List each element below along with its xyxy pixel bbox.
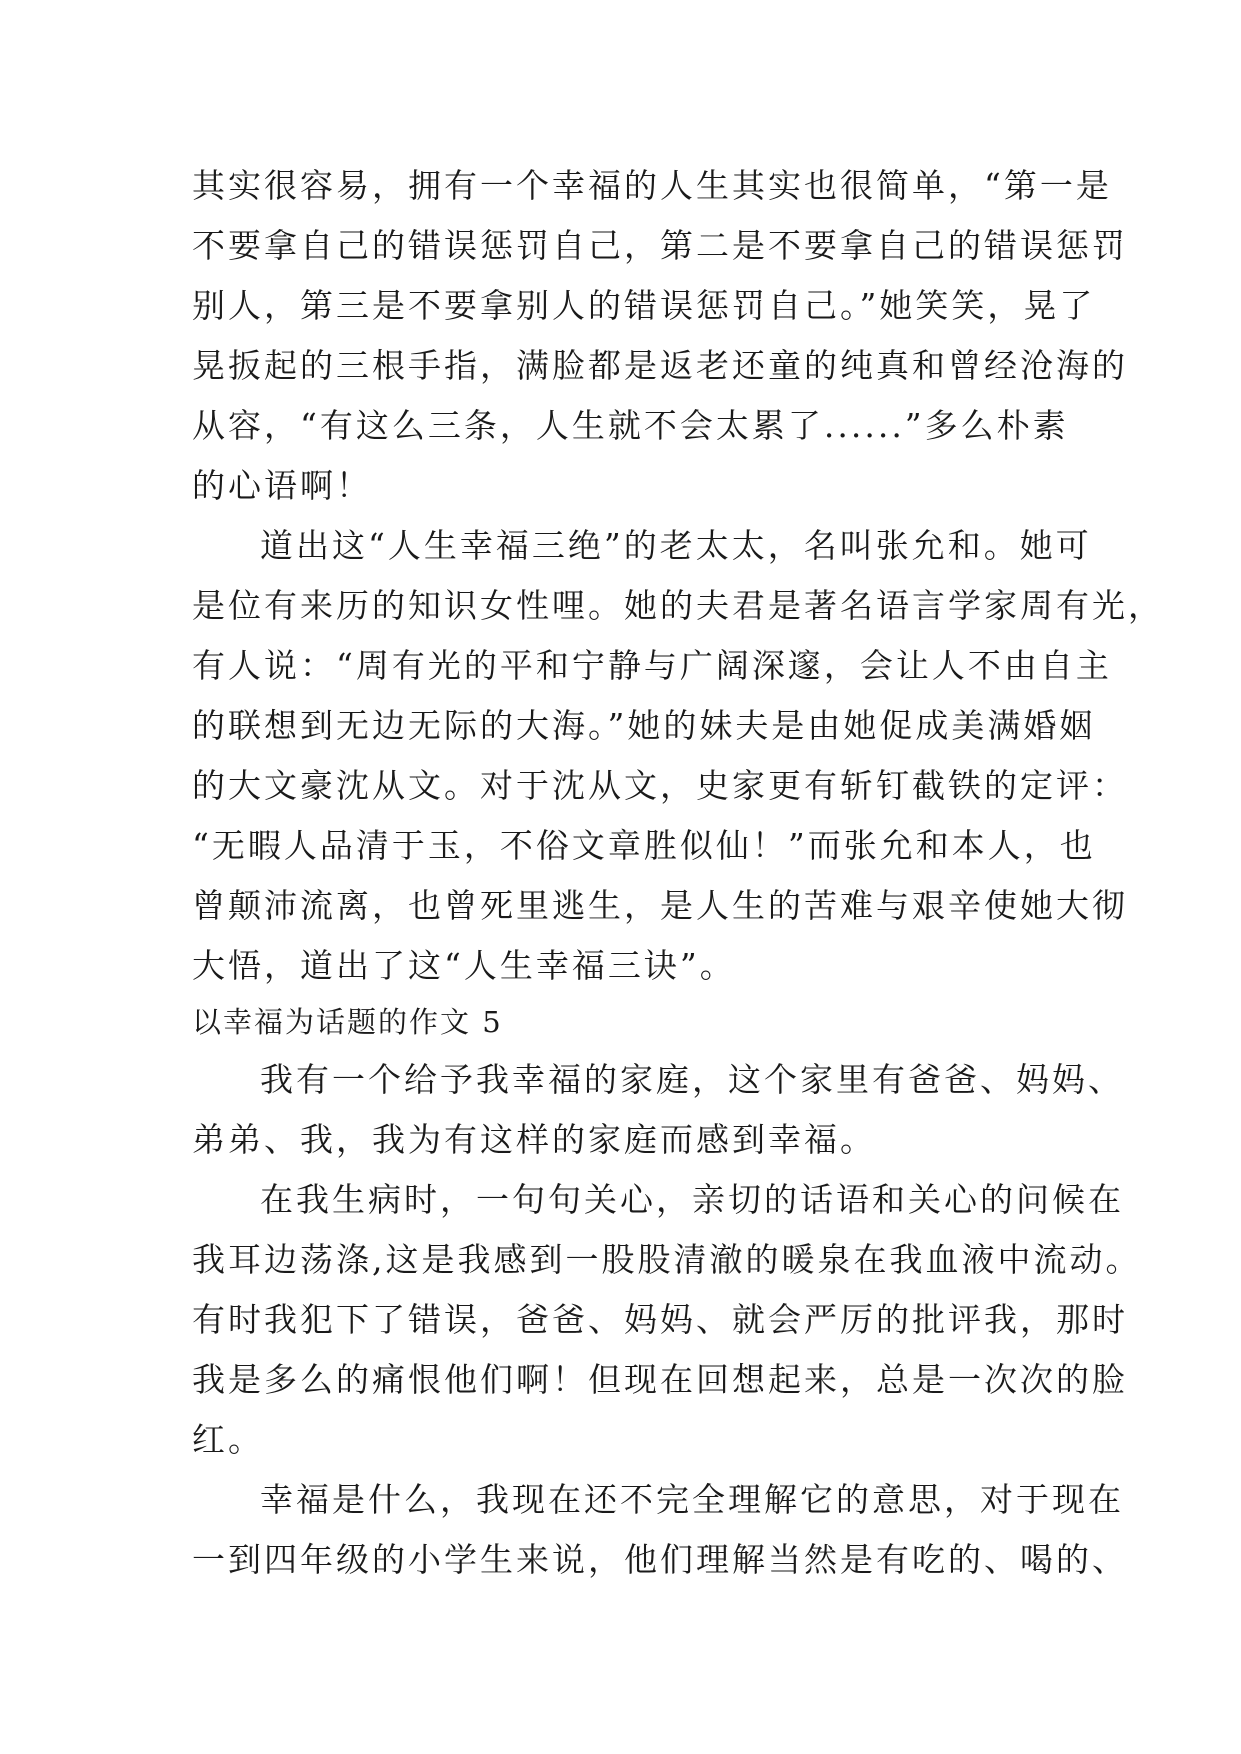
- text-line: 有人说：“周有光的平和宁静与广阔深邃，会让人不由自主: [192, 646, 1112, 685]
- text-line: 弟弟、我，我为有这样的家庭而感到幸福。: [192, 1120, 876, 1159]
- text-line: 晃扳起的三根手指，满脸都是返老还童的纯真和曾经沧海的: [192, 346, 1128, 385]
- text-line: 红。: [192, 1420, 264, 1459]
- text-line: 的大文豪沈从文。对于沈从文，史家更有斩钉截铁的定评：: [192, 766, 1128, 805]
- text-line: 不要拿自己的错误惩罚自己，第二是不要拿自己的错误惩罚: [192, 226, 1128, 265]
- text-line: 有时我犯下了错误，爸爸、妈妈、就会严厉的批评我，那时: [192, 1300, 1128, 1339]
- text-line: 其实很容易，拥有一个幸福的人生其实也很简单，“第一是: [192, 166, 1112, 205]
- paragraph-first-line: 我有一个给予我幸福的家庭，这个家里有爸爸、妈妈、: [260, 1060, 1124, 1099]
- text-line: 从容，“有这么三条，人生就不会太累了......”多么朴素: [192, 406, 1069, 445]
- text-line: 我是多么的痛恨他们啊！但现在回想起来，总是一次次的脸: [192, 1360, 1128, 1399]
- text-line: 是位有来历的知识女性哩。她的夫君是著名语言学家周有光，: [192, 586, 1164, 625]
- text-line: 别人，第三是不要拿别人的错误惩罚自己。”她笑笑，晃了: [192, 286, 1096, 325]
- paragraph-first-line: 幸福是什么，我现在还不完全理解它的意思，对于现在: [260, 1480, 1124, 1519]
- text-line: 一到四年级的小学生来说，他们理解当然是有吃的、喝的、: [192, 1540, 1128, 1579]
- text-line: 曾颠沛流离，也曾死里逃生，是人生的苦难与艰辛使她大彻: [192, 886, 1128, 925]
- text-line: 我耳边荡涤,这是我感到一股股清澈的暖泉在我血液中流动。: [192, 1240, 1142, 1279]
- text-line: 的联想到无边无际的大海。”她的妹夫是由她促成美满婚姻: [192, 706, 1096, 745]
- section-heading: 以幸福为话题的作文 5: [192, 1005, 503, 1039]
- text-line: “无暇人品清于玉，不俗文章胜似仙！”而张允和本人，也: [192, 826, 1096, 865]
- text-line: 大悟，道出了这“人生幸福三诀”。: [192, 946, 736, 985]
- paragraph-first-line: 道出这“人生幸福三绝”的老太太，名叫张允和。她可: [260, 526, 1092, 565]
- text-line: 的心语啊！: [192, 466, 372, 505]
- paragraph-first-line: 在我生病时，一句句关心，亲切的话语和关心的问候在: [260, 1180, 1124, 1219]
